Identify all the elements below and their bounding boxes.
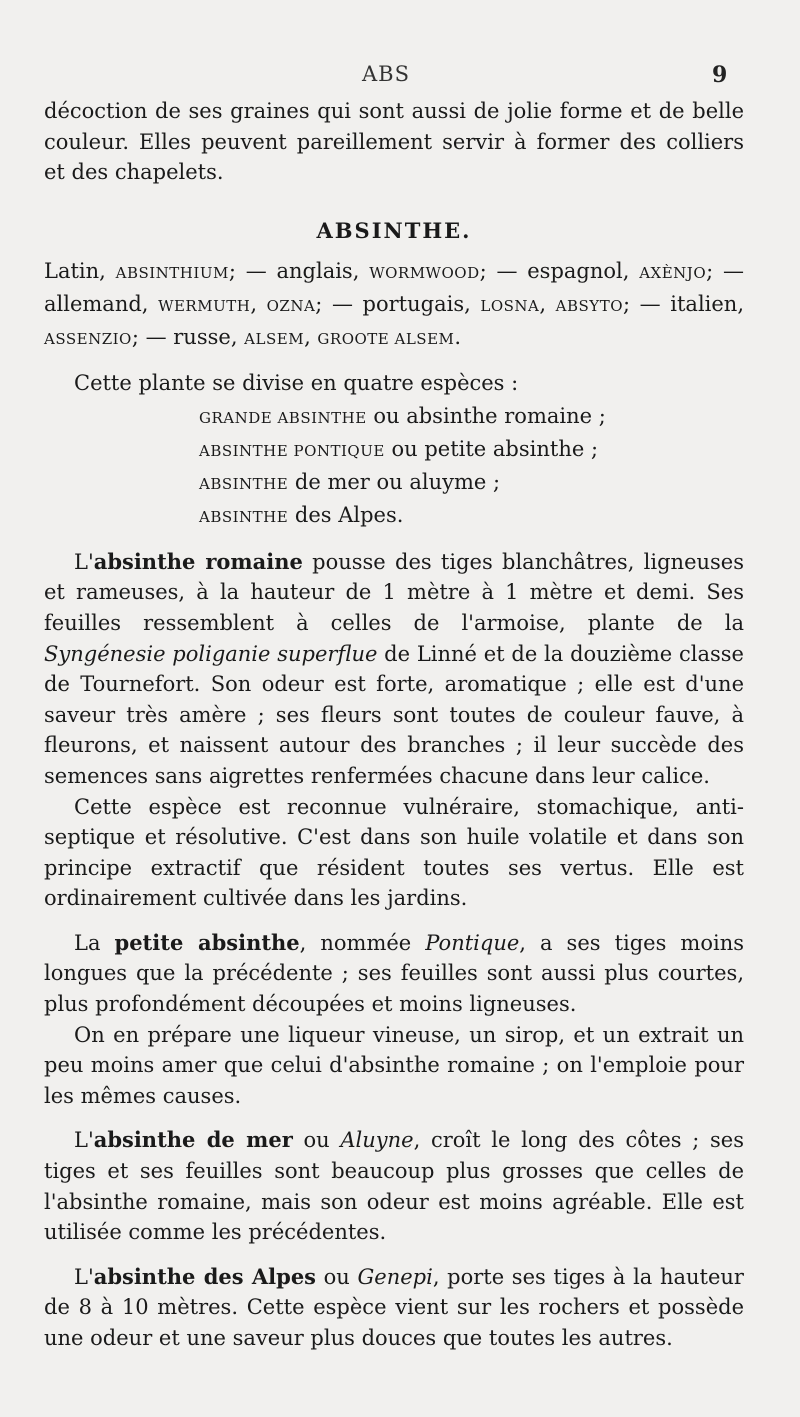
english-name: WORMWOOD (369, 264, 480, 283)
russian-name: ALSEM (244, 329, 305, 348)
page-header (0, 62, 800, 92)
mer-heading: absinthe de mer (93, 1127, 293, 1153)
running-head: ABS (362, 62, 410, 86)
alpes-heading: absinthe des Alpes (93, 1263, 316, 1289)
petite-paragraph: La petite absinthe, nommée Pontique, a ses tiges moins longues que la précédente ; ses feuilles sont aussi plus courtes, plus profondément découpées et moins ligneuses. (44, 929, 744, 1017)
species-list (199, 401, 744, 533)
continuation-paragraph: décoction de ses graines qui sont aussi de jolie forme et de belle couleur. Elles peuvent pareillement servir à former des colliers et des chapelets. (44, 99, 744, 185)
romaine-heading: absinthe romaine (93, 548, 303, 574)
russian-name-2: GROOTE ALSEM (317, 329, 455, 348)
spanish-name: AXÈNJO (639, 264, 707, 283)
page-body (44, 96, 744, 1354)
species-item: ABSINTHE de mer ou aluyme ; (199, 469, 501, 494)
italian-name: ASSENZIO (44, 329, 132, 348)
mer-paragraph: L'absinthe de mer ou Aluyne, croît le long des côtes ; ses tiges et ses feuilles sont beaucoup plus grosses que celles de l'absinthe romaine, mais son odeur est moins agréable. Elle est utilisée comme les précédentes. (44, 1127, 744, 1245)
page-number: 9 (712, 62, 728, 88)
portuguese-name-2: ABSYTO (555, 296, 623, 315)
petite-uses-paragraph: On en prépare une liqueur vineuse, un sirop, et un extrait un peu moins amer que celui d'absinthe romaine ; on l'emploie pour les mêmes causes. (44, 1022, 744, 1108)
species-item: ABSINTHE des Alpes. (199, 502, 404, 527)
german-name: WERMUTH (158, 296, 251, 315)
species-item: ABSINTHE PONTIQUE ou petite absinthe ; (199, 436, 599, 461)
latin-name: ABSINTHIUM (115, 264, 229, 283)
german-name-2: OZNA (266, 296, 316, 315)
foreign-names: Latin, ABSINTHIUM; — anglais, WORMWOOD; — espagnol, AXÈNJO; — allemand, WERMUTH, OZNA; — portugais, LOSNA, ABSYTO; — italien, ASSENZIO; — russe, ALSEM, GROOTE ALSEM. (44, 259, 745, 349)
portuguese-name: LOSNA (480, 296, 540, 315)
petite-heading: petite absinthe (114, 929, 300, 955)
romaine-properties-paragraph: Cette espèce est reconnue vulnéraire, stomachique, anti-septique et résolutive. C'est dans son huile volatile et dans son principe extractif que résident toutes ses vertus. Elle est ordinairement cultivée dans les jardins. (44, 794, 744, 911)
romaine-paragraph: L'absinthe romaine pousse des tiges blanchâtres, ligneuses et rameuses, à la hauteur de 1 mètre à 1 mètre et demi. Ses feuilles ressemblent à celles de l'armoise, plante de la Syngénesie poliganie superflue de Linné et de la douzième classe de Tournefort. Son odeur est forte, aromatique ; elle est d'une saveur très amère ; ses fleurs sont toutes de couleur fauve, à fleurons, et naissent autour des branches ; il leur succède des semences sans aigrettes renfermées chacune dans leur calice. (44, 548, 744, 788)
division-intro: Cette plante se divise en quatre espèces : (74, 371, 519, 396)
alpes-paragraph: L'absinthe des Alpes ou Genepi, porte ses tiges à la hauteur de 8 à 10 mètres. Cette espèce vient sur les rochers et possède une odeur et une saveur plus douces que toutes les autres. (44, 1263, 744, 1350)
entry-title: ABSINTHE. (316, 217, 472, 243)
species-item: GRANDE ABSINTHE ou absinthe romaine ; (199, 403, 606, 428)
